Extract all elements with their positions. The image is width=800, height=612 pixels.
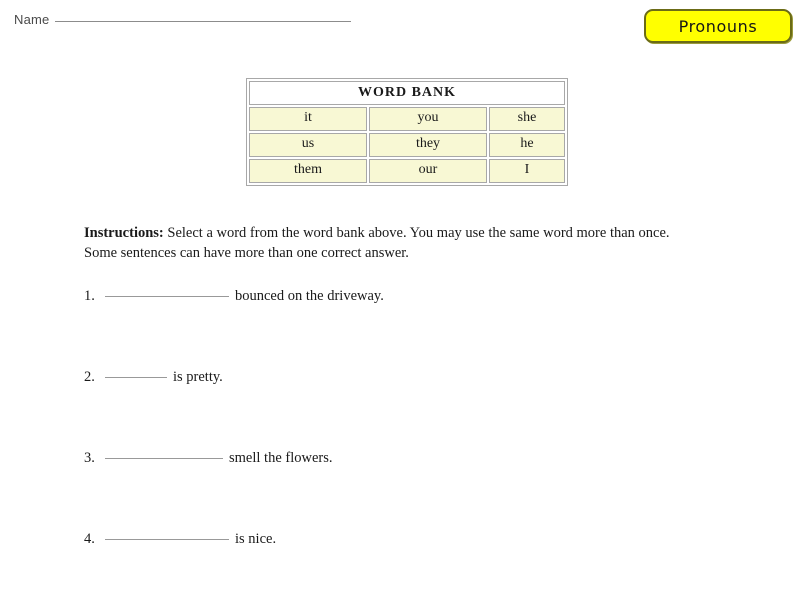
name-label: Name: [14, 12, 50, 27]
word-bank-row: [249, 133, 565, 157]
word-bank-cell: them: [249, 159, 367, 183]
word-bank-row: [249, 159, 565, 183]
worksheet-title-text: Pronouns: [678, 16, 758, 36]
answer-blank[interactable]: [105, 539, 229, 540]
question-text: is nice.: [235, 531, 277, 547]
name-field-row: [14, 12, 351, 27]
word-bank-title: WORD BANK: [249, 81, 565, 105]
word-bank-cell: he: [489, 133, 565, 157]
name-write-in-line[interactable]: [55, 21, 351, 22]
word-bank-row: [249, 107, 565, 131]
question-number: 4.: [84, 531, 95, 547]
instructions-text: Select a word from the word bank above. You may use the same word more than once. Some sentences can have more than one correct answer.: [84, 225, 670, 261]
question-text: bounced on the driveway.: [235, 288, 384, 304]
question-row: [84, 369, 724, 450]
answer-blank[interactable]: [105, 458, 223, 459]
question-number: 1.: [84, 288, 95, 304]
question-row: [84, 450, 724, 531]
instructions-paragraph: [84, 224, 698, 263]
word-bank-cell: it: [249, 107, 367, 131]
word-bank: [246, 78, 568, 186]
question-text: smell the flowers.: [229, 450, 333, 466]
word-bank-cell: our: [369, 159, 487, 183]
word-bank-cell: you: [369, 107, 487, 131]
answer-blank[interactable]: [105, 377, 167, 378]
word-bank-cell: she: [489, 107, 565, 131]
question-row: [84, 288, 724, 369]
word-bank-cell: I: [489, 159, 565, 183]
question-number: 2.: [84, 369, 95, 385]
word-bank-cell: they: [369, 133, 487, 157]
word-bank-cell: us: [249, 133, 367, 157]
answer-blank[interactable]: [105, 296, 229, 297]
instructions-label: Instructions:: [84, 225, 164, 241]
worksheet-title-badge: [644, 9, 792, 43]
questions-list: [84, 288, 724, 612]
question-number: 3.: [84, 450, 95, 466]
question-text: is pretty.: [173, 369, 223, 385]
